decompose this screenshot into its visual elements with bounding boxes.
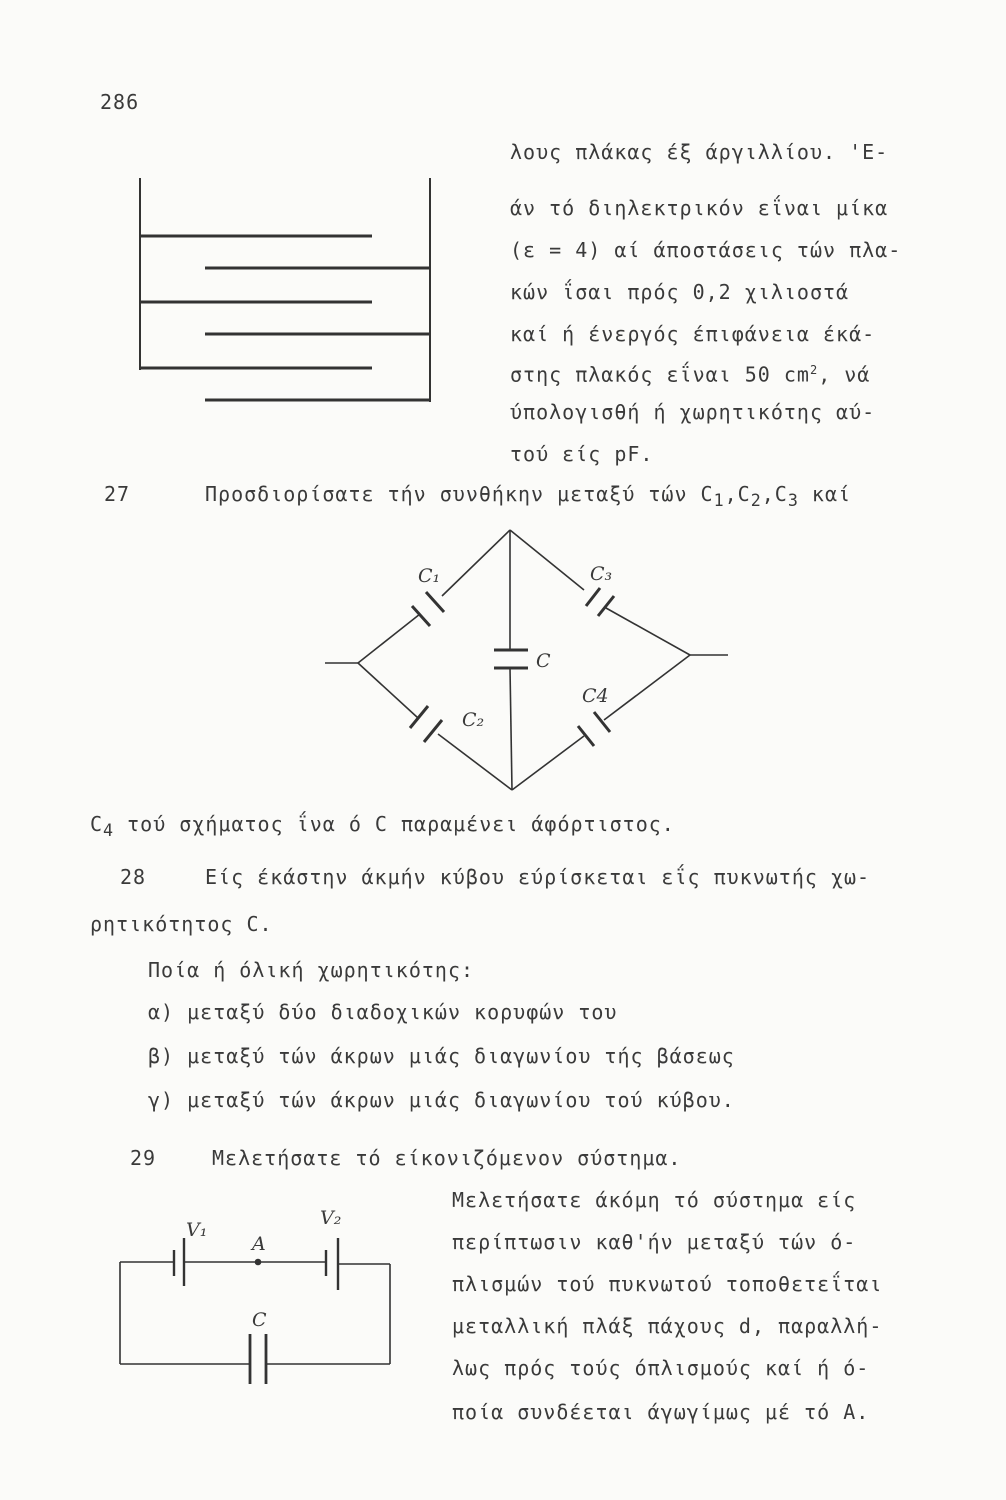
p26-line-1: λους πλάκας έξ άργιλλίου. 'Ε- bbox=[510, 140, 889, 164]
label-a: A bbox=[252, 1233, 266, 1255]
problem-28-part-a: α) μεταξύ δύο διαδοχικών κορυφών του bbox=[148, 1000, 618, 1024]
label-v1: V₁ bbox=[186, 1219, 208, 1241]
problem-28-part-b: β) μεταξύ τών άκρων μιάς διαγωνίου τής βάσεως bbox=[148, 1044, 735, 1068]
p26-line-5: καί ή ένεργός έπιφάνεια έκά- bbox=[510, 322, 876, 346]
p26-line-6: στης πλακός εΐναι 50 $cm^2$, νά bbox=[510, 362, 871, 387]
problem-29-title: Μελετήσατε τό είκονιζόμενον σύστημα. bbox=[212, 1146, 682, 1170]
label-v2: V₂ bbox=[320, 1207, 342, 1229]
problem-29-line-3: πλισμών τού πυκνωτού τοποθετεΐται bbox=[452, 1272, 883, 1296]
label-c4: C4 bbox=[582, 685, 609, 707]
problem-29-line-1: Μελετήσατε άκόμη τό σύστημα είς bbox=[452, 1188, 857, 1212]
label-c1: C₁ bbox=[418, 565, 441, 587]
p26-line-7: ύπολογισθή ή χωρητικότης αύ- bbox=[510, 400, 876, 424]
p26-line-2: άν τό διηλεκτρικόν εΐναι μίκα bbox=[510, 196, 889, 220]
p26-line-4: κών ΐσαι πρός 0,2 χιλιοστά bbox=[510, 280, 850, 304]
problem-28-line-2: ρητικότητος C. bbox=[90, 912, 273, 936]
problem-29-line-2: περίπτωσιν καθ'ήν μεταξύ τών ό- bbox=[452, 1230, 857, 1254]
label-c: C bbox=[536, 650, 551, 672]
plate-capacitor-diagram bbox=[140, 178, 430, 402]
label-c2: C₂ bbox=[462, 709, 485, 731]
problem-29-line-4: μεταλλική πλάξ πάχους d, παραλλή- bbox=[452, 1314, 883, 1338]
problem-27-number: 27 bbox=[104, 482, 131, 506]
label-c3: C₃ bbox=[590, 563, 613, 585]
problem-28-question: Ποία ή όλική χωρητικότης: bbox=[148, 958, 475, 982]
problem-28-number: 28 bbox=[120, 865, 147, 889]
problem-28-line-1: Είς έκάστην άκμήν κύβου εύρίσκεται εΐς πυκνωτής χω- bbox=[205, 865, 871, 889]
problem-29-line-5: λως πρός τούς όπλισμούς καί ή ό- bbox=[452, 1356, 870, 1380]
problem-27-line-2: $C_4$ τού σχήματος ΐνα ό C παραμένει άφόρτιστος. bbox=[90, 812, 675, 840]
problem-27-line-1: Προσδιορίσατε τήν συνθήκην μεταξύ τών $C_1,C_2,C_3$ καί bbox=[205, 482, 852, 510]
p26-line-3: (ε = 4) αί άποστάσεις τών πλα- bbox=[510, 238, 902, 262]
label-c-29: C bbox=[252, 1309, 267, 1331]
problem-29-number: 29 bbox=[130, 1146, 157, 1170]
page-number: 286 bbox=[100, 90, 140, 114]
p26-line-8: τού είς pF. bbox=[510, 442, 654, 466]
problem-28-part-c: γ) μεταξύ τών άκρων μιάς διαγωνίου τού κύβου. bbox=[148, 1088, 735, 1112]
bridge-circuit-diagram bbox=[325, 530, 728, 790]
problem-29-line-6: ποία συνδέεται άγωγίμως μέ τό Α. bbox=[452, 1400, 870, 1424]
